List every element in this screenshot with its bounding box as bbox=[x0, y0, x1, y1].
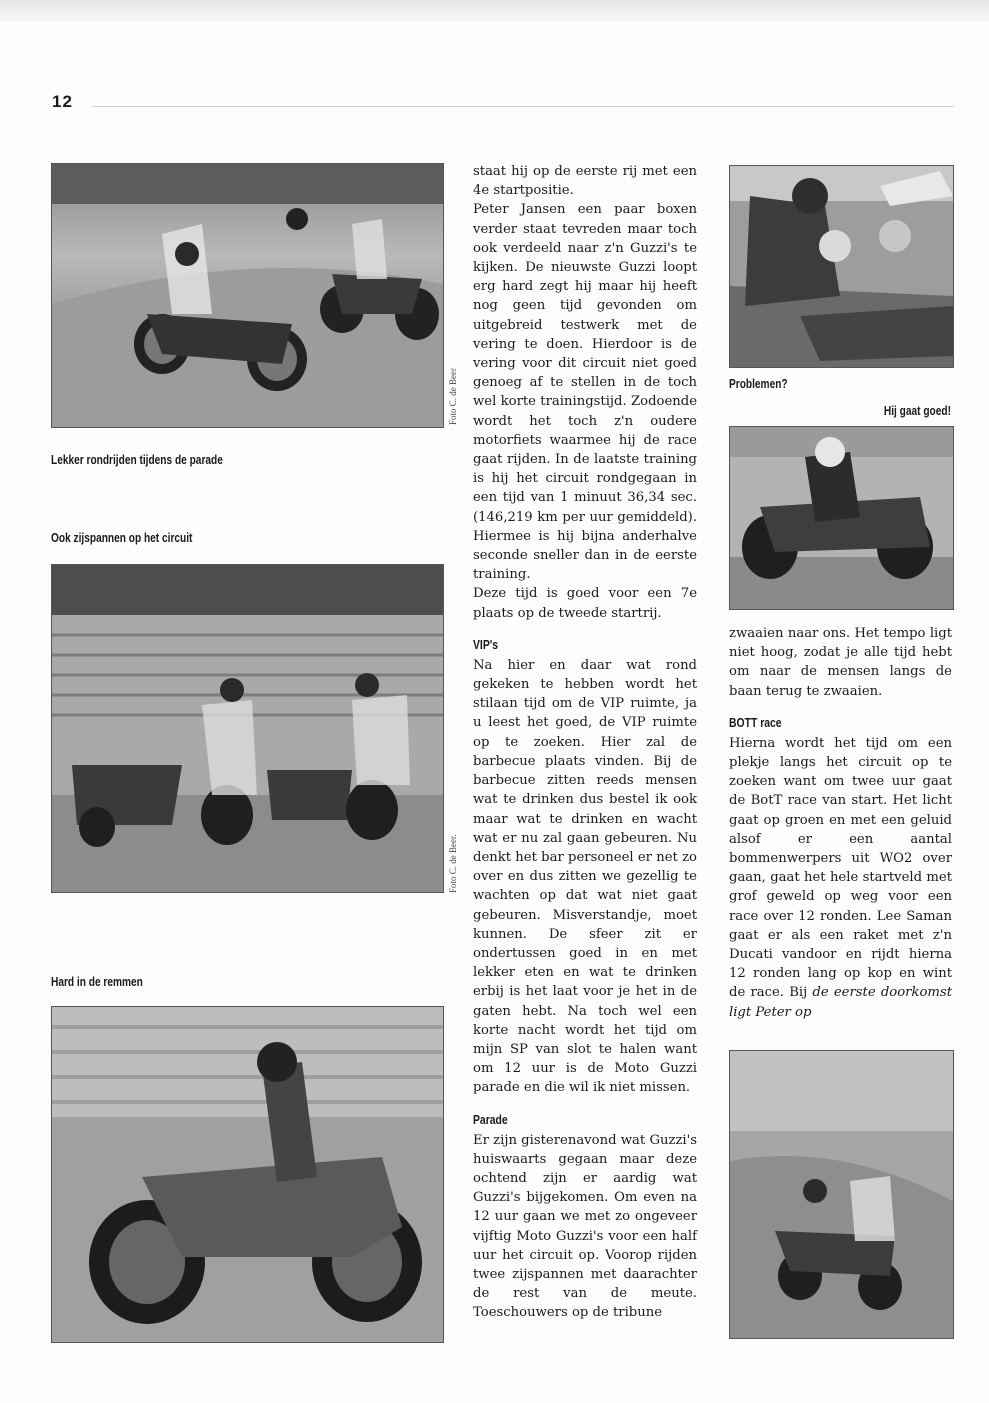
paragraph: Er zijn gisterenavond wat Guzzi's huiswaarts gegaan maar deze ochtend zijn er aardig wat Guzzi's bijgekomen. Om even na 12 uur gaan we met zo ongeveer vijftig Moto Guzzi's voor een half uur het circuit op. Voorop rijden twee zijspannen met daarachter de rest van de meute. Toeschouwers op de tribune bbox=[473, 1132, 697, 1321]
paragraph: Na hier en daar wat rond gekeken te hebben wordt het stilaan tijd om de VIP ruimte, ja u leest het goed, de VIP ruimte op te zoeken. Hier zal de barbecue plaats vinden. Bij de barbecue zitten reeds mensen wat te drinken dus bestel ik ook maar wat te drinken en wacht wat er nu zal gaan gebeuren. Nu denkt het bar personeel er net zo over en dus zitten we gezellig te wachten op dat wat niet gaat gebeuren. Misverstandje, moet kunnen. De sfeer zit er ondertussen goed in en met lekker eten en wat te drinken erbij is het laat voor je het in de gaten hebt. Na toch wel een korte nacht wordt het tijd om mijn SP van slot te halen want om 12 uur is de Moto Guzzi parade en die wil ik niet missen. bbox=[473, 657, 697, 1096]
caption-problems: Problemen? bbox=[729, 376, 788, 391]
paragraph bbox=[729, 734, 952, 1022]
caption-going-well: Hij gaat goed! bbox=[883, 403, 951, 418]
header-rule bbox=[92, 106, 954, 107]
section-heading-vip: VIP's bbox=[473, 636, 499, 652]
section-heading-parade: Parade bbox=[473, 1111, 508, 1127]
paragraph: staat hij op de eerste rij met een 4e startpositie. bbox=[473, 164, 697, 199]
photo-credit-top: Foto C. de Beer bbox=[448, 368, 458, 425]
photo-going-well bbox=[729, 426, 954, 610]
photo-parade-touring-bikes bbox=[51, 163, 444, 428]
photo-problems bbox=[729, 165, 954, 368]
page-number: 12 bbox=[52, 92, 73, 111]
photo-credit-mid: Foto C. de Beer. bbox=[448, 834, 458, 893]
photo-sidecars bbox=[51, 564, 444, 893]
section-heading-bott: BOTT race bbox=[729, 714, 782, 730]
paragraph: zwaaien naar ons. Het tempo ligt niet hoog, zodat je alle tijd hebt om naar de mensen langs de baan terug te zwaaien. bbox=[729, 626, 952, 699]
caption-parade: Lekker rondrijden tijdens de parade bbox=[51, 452, 223, 467]
photo-bike-on-track bbox=[729, 1050, 954, 1339]
text-column-2 bbox=[729, 624, 952, 1022]
caption-brakes: Hard in de remmen bbox=[51, 974, 143, 989]
paragraph-text: Hierna wordt het tijd om een plekje langs het circuit op te zoeken want om twee uur gaat de BotT race van start. Het licht gaat op groen en met een geluid alsof er een aantal bommenwerpers uit WO2 over gaan, gaat het hele startveld met grof geweld op weg voor een race over 12 ronden. Lee Saman gaat er als een raket met z'n Ducati vandoor en rijdt hierna 12 ronden lang op kop en wint de race. Bij bbox=[729, 735, 952, 1001]
text-column-1 bbox=[473, 162, 697, 1323]
paragraph-italic-text: de eerste doorkomst ligt Peter op bbox=[729, 985, 952, 1020]
paragraph: Deze tijd is goed voor een 7e plaats op de tweede startrij. bbox=[473, 586, 697, 621]
caption-sidecars: Ook zijspannen op het circuit bbox=[51, 530, 193, 545]
page-top-band bbox=[0, 0, 989, 22]
photo-hard-braking bbox=[51, 1006, 444, 1343]
paragraph: Peter Jansen een paar boxen verder staat tevreden maar toch ook verdeeld naar z'n Guzzi's te kijken. De nieuwste Guzzi loopt erg hard zegt hij maar hij heeft nog geen tijd gevonden om uitgebreid testwerk met de vering te doen. Hierdoor is de vering voor dit circuit niet goed genoeg af te stellen in de toch wel korte trainingstijd. Zodoende wordt het toch z'n oudere motorfiets waarmee hij de race gaat rijden. In de laatste training is hij het circuit rondgegaan in een tijd van 1 minuut 36,34 sec. (146,219 km per uur gemiddeld). Hiermee is hij bijna anderhalve seconde sneller dan in de eerste training. bbox=[473, 202, 697, 583]
